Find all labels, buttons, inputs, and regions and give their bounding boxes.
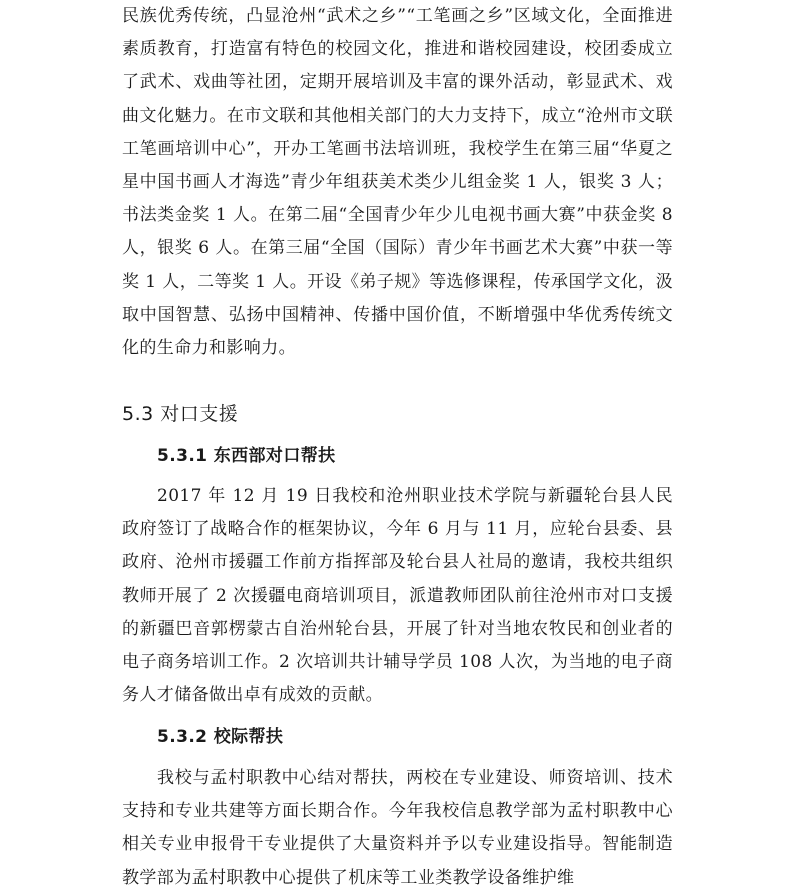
paragraph-school-partnership: 我校与孟村职教中心结对帮扶，两校在专业建设、师资培训、技术支持和专业共建等方面长期合作。今年我校信息教学部为孟村职教中心相关专业申报骨干专业提供了大量资料并予以专业建设指导。智能制造教学部为孟村职教中心提供了机床等工业类教学设备维护维 xyxy=(122,768,673,888)
paragraph-xinjiang-support: 2017 年 12 月 19 日我校和沧州职业技术学院与新疆轮台县人民政府签订了战略合作的框架协议，今年 6 月与 11 月，应轮台县委、县政府、沧州市援疆工作前方指挥部及轮台县人社局的邀请，我校共组织教师开展了 2 次援疆电商培训项目，派遣教师团队前往沧州市对口支援的新疆巴音郭楞蒙古自治州轮台县，开展了针对当地农牧民和创业者的电子商务培训工作。2 次培训共计辅导学员 108 人次，为当地的电子商务人才储备做出卓有成效的贡献。 xyxy=(122,486,673,706)
heading-5-3-1: 5.3.1 东西部对口帮扶 xyxy=(157,446,336,466)
heading-5-3-2: 5.3.2 校际帮扶 xyxy=(157,727,284,747)
paragraph-culture: 民族优秀传统，凸显沧州“武术之乡”“工笔画之乡”区域文化，全面推进素质教育，打造富有特色的校园文化，推进和谐校园建设，校团委成立了武术、戏曲等社团，定期开展培训及丰富的课外活动，彰显武术、戏曲文化魅力。在市文联和其他相关部门的大力支持下，成立“沧州市文联工笔画培训中心”，开办工笔画书法培训班，我校学生在第三届“华夏之星中国书画人才海选”青少年组获美术类少儿组金奖 1 人，银奖 3 人；书法类金奖 1 人。在第二届“全国青少年少儿电视书画大赛”中获金奖 8 人，银奖 6 人。在第三届“全国（国际）青少年书画艺术大赛”中获一等奖 1 人，二等奖 1 人。开设《弟子规》等选修课程，传承国学文化，汲取中国智慧、弘扬中国精神、传播中国价值，不断增强中华优秀传统文化的生命力和影响力。 xyxy=(122,6,673,359)
heading-5-3: 5.3 对口支援 xyxy=(122,403,239,425)
